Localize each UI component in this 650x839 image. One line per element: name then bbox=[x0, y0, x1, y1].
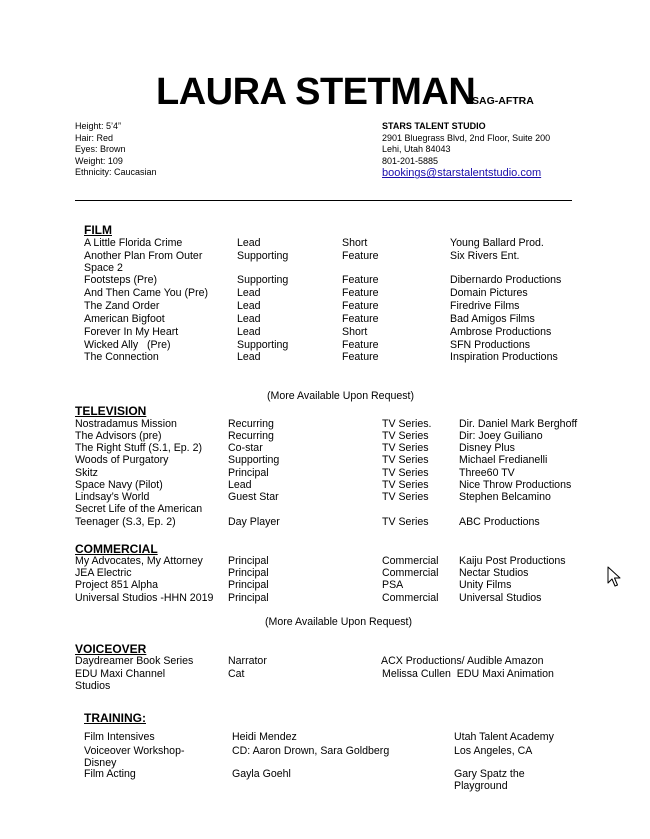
credit-role: Guest Star bbox=[228, 491, 279, 503]
credit-role: Lead bbox=[237, 351, 261, 363]
credit-role: Recurring bbox=[228, 418, 274, 430]
film-more-note: (More Available Upon Request) bbox=[267, 390, 415, 402]
credit-role: Lead bbox=[228, 479, 252, 491]
credit-production: Bad Amigos Films bbox=[450, 313, 535, 325]
credit-role: Supporting bbox=[237, 274, 289, 286]
agency-info bbox=[382, 121, 550, 180]
film-heading: FILM bbox=[84, 223, 112, 237]
credit-title: EDU Maxi Channel Studios bbox=[75, 668, 166, 693]
credit-type: Feature bbox=[342, 250, 379, 262]
credit-production: Three60 TV bbox=[459, 467, 515, 479]
credit-title: Another Plan From Outer Space 2 bbox=[84, 250, 203, 275]
credit-title: JEA Electric bbox=[75, 567, 132, 579]
credit-role: Lead bbox=[237, 237, 261, 249]
credit-type: TV Series. bbox=[382, 418, 432, 430]
credit-role: Supporting bbox=[228, 454, 280, 466]
eyes-text: Eyes: Brown bbox=[75, 144, 126, 155]
agency-name: STARS TALENT STUDIO bbox=[382, 121, 486, 131]
credit-production: Dir: Joey Guiliano bbox=[459, 430, 543, 442]
credit-production: Nice Throw Productions bbox=[459, 479, 572, 491]
training-instructor: CD: Aaron Drown, Sara Goldberg bbox=[232, 745, 390, 757]
credit-type: PSA bbox=[382, 579, 404, 591]
credit-role: Principal bbox=[228, 567, 269, 579]
credit-role: Supporting bbox=[237, 250, 289, 262]
credit-type: Feature bbox=[342, 351, 379, 363]
credit-type: Short bbox=[342, 326, 368, 338]
credit-role: Co-star bbox=[228, 442, 263, 454]
credit-production: Universal Studios bbox=[459, 592, 542, 604]
training-instructor: Heidi Mendez bbox=[232, 731, 297, 743]
credit-title: Space Navy (Pilot) bbox=[75, 479, 163, 491]
credit-role: Lead bbox=[237, 300, 261, 312]
training-location: Utah Talent Academy bbox=[454, 731, 554, 743]
credit-production: Ambrose Productions bbox=[450, 326, 552, 338]
credit-role: Principal bbox=[228, 592, 269, 604]
credit-production: Stephen Belcamino bbox=[459, 491, 551, 503]
agency-email-link[interactable]: bookings@starstalentstudio.com bbox=[382, 167, 542, 180]
credit-production: Domain Pictures bbox=[450, 287, 528, 299]
credit-role: Lead bbox=[237, 313, 261, 325]
credit-type: Feature bbox=[342, 339, 379, 351]
credit-production: ABC Productions bbox=[459, 516, 540, 528]
credit-production: Disney Plus bbox=[459, 442, 515, 454]
credit-role: Lead bbox=[237, 326, 261, 338]
hair-text: Hair: Red bbox=[75, 132, 114, 143]
agency-phone: 801-201-5885 bbox=[382, 155, 439, 166]
credit-production: Young Ballard Prod. bbox=[450, 237, 544, 249]
credit-type: TV Series bbox=[382, 467, 429, 479]
credit-production: Inspiration Productions bbox=[450, 351, 558, 363]
credit-type: TV Series bbox=[382, 442, 429, 454]
agency-address-line1: 2901 Bluegrass Blvd, 2nd Floor, Suite 200 bbox=[382, 132, 551, 143]
credit-production: Firedrive Films bbox=[450, 300, 520, 312]
credit-production: Melissa Cullen EDU Maxi Animation bbox=[382, 668, 554, 680]
credit-type: Commercial bbox=[382, 592, 439, 604]
credit-type: Commercial bbox=[382, 567, 439, 579]
personal-info bbox=[75, 121, 157, 179]
credit-production: Dir. Daniel Mark Berghoff bbox=[459, 418, 578, 430]
header-divider bbox=[75, 200, 572, 201]
credit-role: Principal bbox=[228, 555, 269, 567]
credit-type: Feature bbox=[342, 274, 379, 286]
training-location: Los Angeles, CA bbox=[454, 745, 533, 757]
credit-role: Lead bbox=[237, 287, 261, 299]
credit-production: Unity Films bbox=[459, 579, 512, 591]
credit-title: Universal Studios -HHN 2019 bbox=[75, 592, 214, 604]
credit-production: SFN Productions bbox=[450, 339, 531, 351]
training-course: Voiceover Workshop- Disney bbox=[84, 745, 185, 770]
credit-production: Dibernardo Productions bbox=[450, 274, 562, 286]
ethnicity-text: Ethnicity: Caucasian bbox=[75, 167, 157, 178]
commercial-more-note: (More Available Upon Request) bbox=[265, 616, 413, 628]
mouse-cursor-icon bbox=[607, 566, 623, 588]
credit-title: Woods of Purgatory bbox=[75, 454, 169, 466]
credit-title: The Connection bbox=[84, 351, 159, 363]
credit-type: TV Series bbox=[382, 430, 429, 442]
agency-address-line2: Lehi, Utah 84043 bbox=[382, 144, 451, 155]
credit-title: The Advisors (pre) bbox=[75, 430, 162, 442]
credit-role: Recurring bbox=[228, 430, 274, 442]
credit-title: Footsteps (Pre) bbox=[84, 274, 158, 286]
actor-name: LAURA STETMAN bbox=[156, 71, 476, 113]
credit-type: TV Series bbox=[382, 479, 429, 491]
credit-production: Michael Fredianelli bbox=[459, 454, 548, 466]
credit-role: Supporting bbox=[237, 339, 289, 351]
credit-production: ACX Productions/ Audible Amazon bbox=[381, 655, 544, 667]
credit-title: The Zand Order bbox=[84, 300, 160, 312]
credit-title: Teenager (S.3, Ep. 2) bbox=[75, 516, 176, 528]
weight-text: Weight: 109 bbox=[75, 155, 123, 166]
credit-role: Narrator bbox=[228, 655, 267, 667]
credit-role: Principal bbox=[228, 579, 269, 591]
credit-title: Project 851 Alpha bbox=[75, 579, 159, 591]
credit-role: Cat bbox=[228, 668, 245, 680]
training-location: Gary Spatz the Playground bbox=[454, 768, 525, 793]
credit-title: And Then Came You (Pre) bbox=[84, 287, 209, 299]
credit-production: Nectar Studios bbox=[459, 567, 529, 579]
credit-type: TV Series bbox=[382, 454, 429, 466]
credit-production: Six Rivers Ent. bbox=[450, 250, 520, 262]
credit-production: Kaiju Post Productions bbox=[459, 555, 566, 567]
credit-type: Short bbox=[342, 237, 368, 249]
credit-role: Day Player bbox=[228, 516, 280, 528]
union-affiliation: SAG-AFTRA bbox=[472, 95, 534, 107]
height-text: Height: 5’4” bbox=[75, 121, 122, 131]
training-course: Film Acting bbox=[84, 768, 136, 780]
credit-title: Forever In My Heart bbox=[84, 326, 179, 338]
credit-role: Principal bbox=[228, 467, 269, 479]
training-course: Film Intensives bbox=[84, 731, 155, 743]
credit-type: Commercial bbox=[382, 555, 439, 567]
credit-title: Nostradamus Mission bbox=[75, 418, 177, 430]
credit-title: A Little Florida Crime bbox=[84, 237, 183, 249]
commercial-heading: COMMERCIAL bbox=[75, 542, 158, 556]
credit-title-line1: Secret Life of the American bbox=[75, 503, 203, 515]
voiceover-heading: VOICEOVER bbox=[75, 642, 147, 656]
training-instructor: Gayla Goehl bbox=[232, 768, 291, 780]
credit-type: Feature bbox=[342, 287, 379, 299]
credit-title: American Bigfoot bbox=[84, 313, 165, 325]
credit-title: My Advocates, My Attorney bbox=[75, 555, 203, 567]
credit-title: Daydreamer Book Series bbox=[75, 655, 194, 667]
training-heading: TRAINING: bbox=[84, 711, 146, 725]
television-heading: TELEVISION bbox=[75, 404, 147, 418]
credit-title: The Right Stuff (S.1, Ep. 2) bbox=[75, 442, 202, 454]
credit-type: Feature bbox=[342, 300, 379, 312]
credit-type: Feature bbox=[342, 313, 379, 325]
credit-title: Lindsay’s World bbox=[75, 491, 150, 503]
credit-title: Wicked Ally (Pre) bbox=[84, 339, 171, 351]
credit-type: TV Series bbox=[382, 516, 429, 528]
credit-type: TV Series bbox=[382, 491, 429, 503]
credit-title: Skitz bbox=[75, 467, 98, 479]
